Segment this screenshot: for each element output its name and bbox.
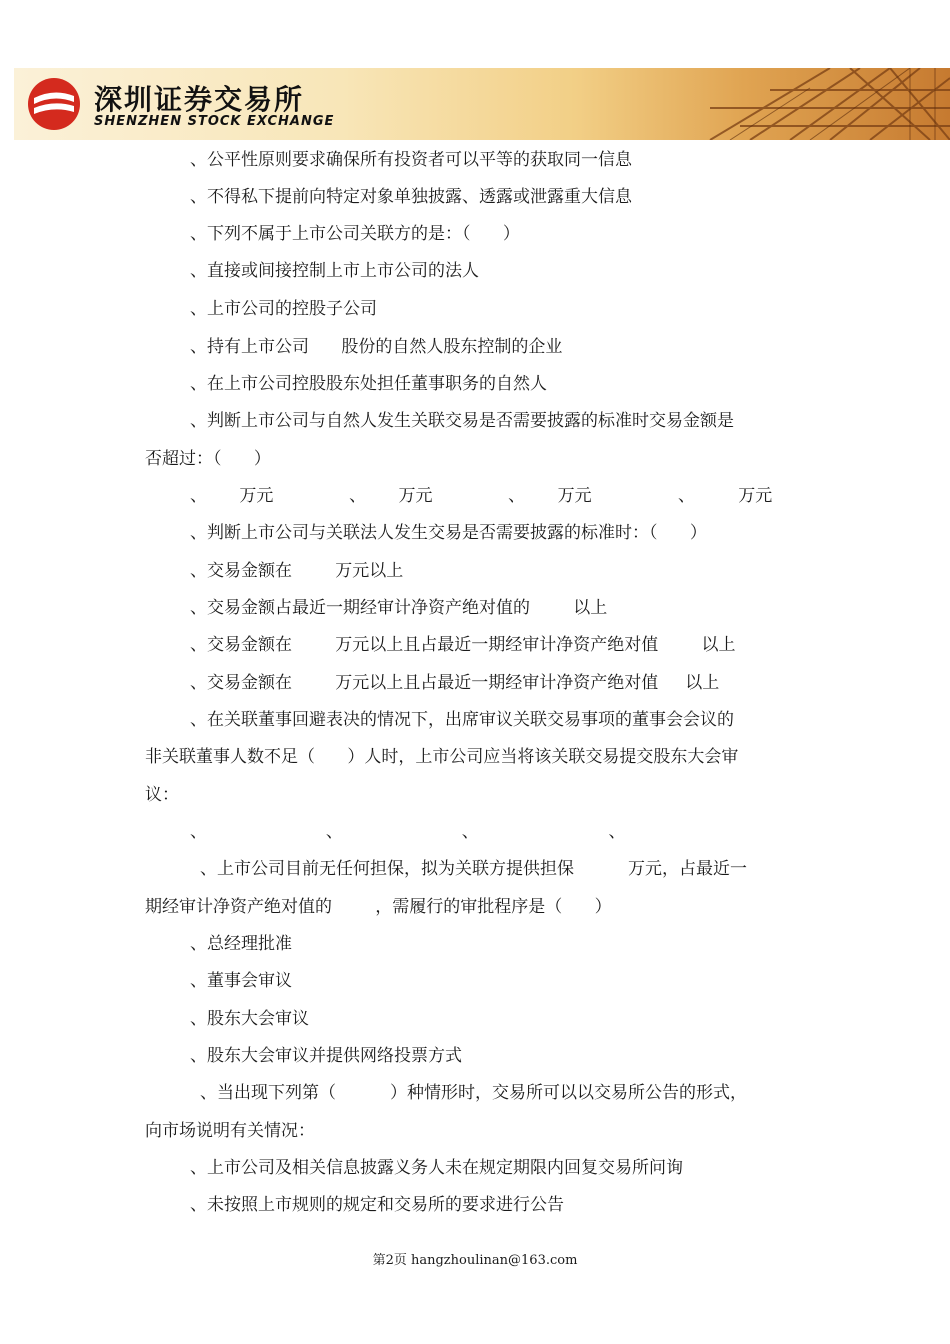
text-line: 、直接或间接控制上市上市公司的法人 bbox=[190, 261, 479, 281]
text-line: 、判断上市公司与关联法人发生交易是否需要披露的标准时：（ ） bbox=[190, 523, 707, 543]
text-line: 、董事会审议 bbox=[190, 971, 292, 991]
text-line: 、股东大会审议 bbox=[190, 1009, 309, 1029]
text-line: 否超过：（ ） bbox=[145, 449, 271, 469]
text-line: 、上市公司的控股子公司 bbox=[190, 299, 377, 319]
text-line: 、交易金额在 万元以上 bbox=[190, 561, 404, 581]
exchange-banner bbox=[14, 68, 950, 140]
text-line: 、公平性原则要求确保所有投资者可以平等的获取同一信息 bbox=[190, 150, 632, 170]
text-line: 、股东大会审议并提供网络投票方式 bbox=[190, 1046, 462, 1066]
text-line: 、上市公司目前无任何担保，拟为关联方提供担保 万元，占最近一 bbox=[200, 859, 748, 879]
text-line: 、交易金额在 万元以上且占最近一期经审计净资产绝对值 以上 bbox=[190, 635, 736, 655]
exchange-english-name: SHENZHEN STOCK EXCHANGE bbox=[94, 114, 335, 129]
text-line: 、未按照上市规则的规定和交易所的要求进行公告 bbox=[190, 1195, 564, 1215]
text-line: 、 、 、 、 bbox=[190, 822, 626, 842]
text-line: 、在上市公司控股股东处担任董事职务的自然人 bbox=[190, 374, 547, 394]
exchange-logo-icon bbox=[26, 76, 82, 132]
page-footer: 第2页 hangzhoulinan@163.com bbox=[372, 1253, 578, 1268]
text-line: 非关联董事人数不足（ ）人时，上市公司应当将该关联交易提交股东大会审 bbox=[145, 747, 739, 767]
text-line: 、不得私下提前向特定对象单独披露、透露或泄露重大信息 bbox=[190, 187, 632, 207]
tower-decoration-icon bbox=[590, 68, 950, 140]
text-line: 议： bbox=[145, 785, 179, 805]
text-line: 、判断上市公司与自然人发生关联交易是否需要披露的标准时交易金额是 bbox=[190, 411, 734, 431]
text-line: 、下列不属于上市公司关联方的是：（ ） bbox=[190, 224, 520, 244]
text-line: 、当出现下列第（ ）种情形时，交易所可以以交易所公告的形式， bbox=[200, 1083, 748, 1103]
text-line: 、在关联董事回避表决的情况下，出席审议关联交易事项的董事会会议的 bbox=[190, 710, 734, 730]
text-line: 、交易金额占最近一期经审计净资产绝对值的 以上 bbox=[190, 598, 608, 618]
text-line: 期经审计净资产绝对值的 ，需履行的审批程序是（ ） bbox=[145, 897, 612, 917]
text-line: 、 万元 、 万元 、 万元 、 万元 bbox=[190, 486, 773, 506]
exchange-chinese-name: 深圳证券交易所 bbox=[94, 83, 305, 116]
text-line: 、总经理批准 bbox=[190, 934, 292, 954]
text-line: 、上市公司及相关信息披露义务人未在规定期限内回复交易所问询 bbox=[190, 1158, 683, 1178]
text-line: 、持有上市公司 股份的自然人股东控制的企业 bbox=[190, 337, 563, 357]
text-line: 向市场说明有关情况： bbox=[145, 1121, 315, 1141]
text-line: 、交易金额在 万元以上且占最近一期经审计净资产绝对值 以上 bbox=[190, 673, 720, 693]
